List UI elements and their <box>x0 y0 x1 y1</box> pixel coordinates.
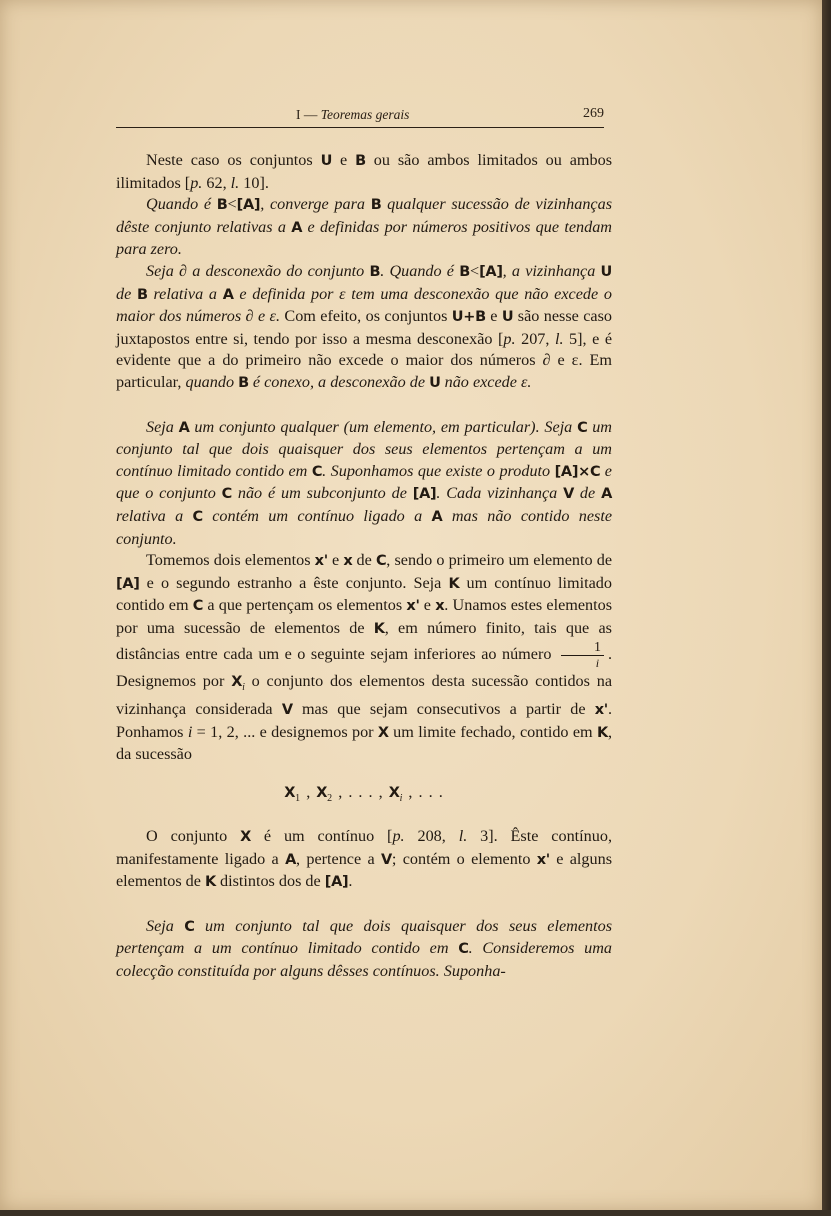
page-body <box>116 150 612 982</box>
chapter-number: I — <box>296 107 321 122</box>
chapter-title: Teoremas gerais <box>320 107 410 122</box>
paragraph-6: O conjunto X é um contínuo [p. 208, l. 3]. Êste contínuo, manifestamente ligado a A, pertence a V; contém o elemento x' e alguns elementos de K distintos dos de [A]. <box>116 826 613 891</box>
running-title <box>296 107 409 123</box>
page-edge-shadow <box>822 0 831 1216</box>
paragraph-5: Tomemos dois elementos x' e x de C, sendo o primeiro um elemento de [A] e o segundo estranho a êste conjunto. Seja K um contínuo limitado contido em C a que pertençam os elementos x' e x. Unamos estes elementos por uma sucessão de elementos de K, em número finito, tais que as distâncias entre cada um e o seguinte sejam inferiores ao número $\frac{1}{i}$ . Designemos por $X_i$ o conjunto dos elementos desta sucessão contidos na vizinhança considerada V mas que sejam consecutivos a partir de x'. Ponhamos i = 1, 2, ... e designemos por X um limite fechado, contido em K, da sucessão <box>116 551 613 764</box>
paragraph-3: Seja ∂ a desconexão do conjunto B. Quando é B<[A], a vizinhança U de B relativa a A e definida por ε tem uma desconexão que não excede o maior dos números ∂ e ε. Com efeito, os conjuntos U+B e U são nesse caso juxtapostos entre si, tendo por isso a mesma desconexão [p. 207, l. 5], e é evidente que a do primeiro não excede o maior dos números ∂ e ε. Em particular, quando B é conexo, a desconexão de U não excede ε. <box>116 261 613 391</box>
paragraph-4: Seja A um conjunto qualquer (um elemento, em particular). Seja C um conjunto tal que dois quaisquer dos seus elementos pertençam a um contínuo limitado contido em C. Suponhamos que existe o produto [A]×C e que o conjunto C não é um subconjunto de [A]. Cada vizinhança V de A relativa a C contém um contínuo ligado a A mas não contido neste conjunto. <box>116 417 613 548</box>
paragraph-7: Seja C um conjunto tal que dois quaisquer dos seus elementos pertençam a um contínuo limitado contido em C. Consideremos uma colecção constituída por alguns dêsses contínuos. Suponha- <box>116 916 612 980</box>
paragraph-2: Quando é B<[A], converge para B qualquer sucessão de vizinhanças dêste conjunto relativas a A e definidas por números positivos que tendam para zero. <box>116 195 612 259</box>
header-rule <box>116 127 604 128</box>
fraction-one-over-i: $\frac{1}{i}$ <box>561 640 604 671</box>
page-edge-bottom <box>0 1210 831 1216</box>
running-header <box>116 105 604 125</box>
displayed-sequence: $X_1$ , $X_2$ , . . . , $X_i$ , . . . <box>284 783 444 805</box>
page-number: 269 <box>583 106 604 121</box>
paragraph-1: Neste caso os conjuntos U e B ou são ambos limitados ou ambos ilimitados [p. 62, l. 10]. <box>116 151 613 192</box>
